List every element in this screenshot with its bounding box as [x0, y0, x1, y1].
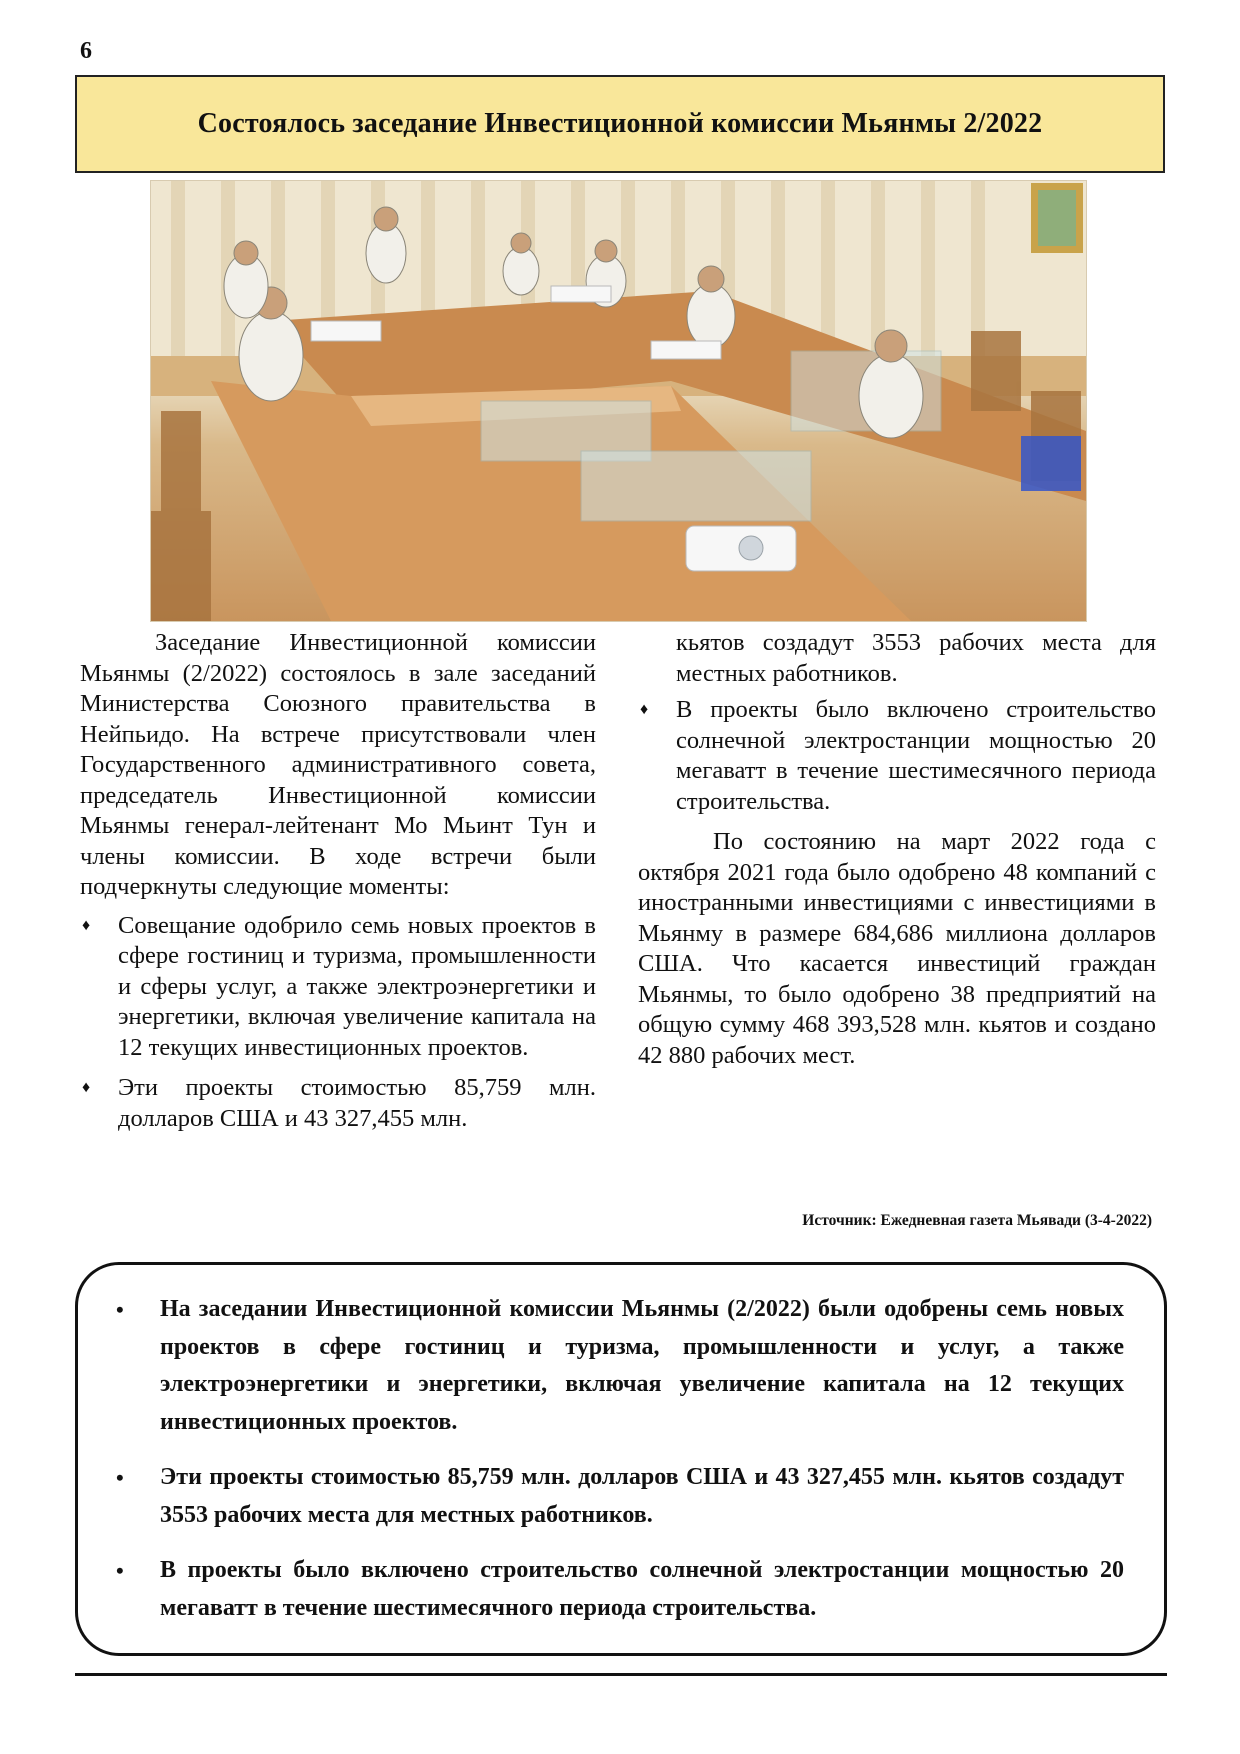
summary-text: В проекты было включено строительство солнечной электростанции мощностью 20 мегаватт в течение шестимесячного периода строительства.	[160, 1557, 1124, 1621]
title-banner	[75, 75, 1165, 173]
page-number: 6	[80, 38, 92, 64]
summary-item	[108, 1552, 1124, 1627]
meeting-photo	[150, 180, 1087, 622]
list-item	[638, 695, 1156, 817]
bullet-text: Совещание одобрило семь новых проектов в сфере гостиниц и туризма, промышленности и сферы услуг, а также электроэнергетики и энергетики, включая увеличение капитала на 12 текущих инвестиционных проектов.	[118, 911, 596, 1061]
article-closing: По состоянию на март 2022 года с октября 2021 года было одобрено 48 компаний с иностранными инвестициями с инвестициями в Мьянму в размере 684,686 миллиона долларов США. Что касается инвестиций граждан Мьянмы, то было одобрено 38 предприятий на общую сумму 468 393,528 млн. кьятов и создано 42 880 рабочих мест.	[638, 828, 1156, 1069]
page-title: Состоялось заседание Инвестиционной комиссии Мьянмы 2/2022	[197, 108, 1043, 139]
diamond-bullet-icon: ♦	[640, 701, 649, 718]
summary-text: На заседании Инвестиционной комиссии Мьянмы (2/2022) были одобрены семь новых проектов в сфере гостиниц и туризма, промышленности и услуг, а также электроэнергетики и энергетики, включая увеличение капитала на 12 текущих инвестиционных проектов.	[160, 1296, 1124, 1435]
article-left-column	[80, 628, 596, 1144]
bullet-dot-icon: •	[116, 1465, 124, 1490]
diamond-bullet-icon: ♦	[82, 916, 91, 934]
summary-list	[108, 1291, 1124, 1627]
bullet-text: В проекты было включено строительство солнечной электростанции мощностью 20 мегаватт в течение шестимесячного периода строительства.	[676, 696, 1156, 815]
bullet-dot-icon: •	[116, 1297, 124, 1322]
summary-item	[108, 1291, 1124, 1441]
bullet-text: кьятов создадут 3553 рабочих места для местных работников.	[676, 629, 1156, 687]
diamond-bullet-icon: ♦	[82, 1079, 91, 1096]
summary-item	[108, 1459, 1124, 1534]
footer-divider	[75, 1673, 1167, 1676]
summary-box	[75, 1262, 1167, 1656]
list-item	[80, 1073, 596, 1134]
bullet-text: Эти проекты стоимостью 85,759 млн. долларов США и 43 327,455 млн.	[118, 1074, 596, 1132]
meeting-photo-illustration	[151, 181, 1086, 621]
article-bullet-list-continued	[638, 628, 1156, 817]
source-note: Источник: Ежедневная газета Мьявади (3-4-2022)	[802, 1212, 1152, 1229]
bullet-dot-icon: •	[116, 1558, 124, 1583]
summary-text: Эти проекты стоимостью 85,759 млн. долларов США и 43 327,455 млн. кьятов создадут 3553 рабочих места для местных работников.	[160, 1464, 1124, 1528]
article-bullet-list	[80, 911, 596, 1135]
list-item-continued	[638, 628, 1156, 689]
article-intro: Заседание Инвестиционной комиссии Мьянмы (2/2022) состоялось в зале заседаний Министерства Союзного правительства в Нейпьидо. На встрече присутствовали член Государственного административного совета, председатель Инвестиционной комиссии Мьянмы генерал-лейтенант Мо Мьинт Тун и члены комиссии. В ходе встречи были подчеркнуты следующие моменты:	[80, 629, 596, 900]
article-right-column	[638, 628, 1156, 1071]
list-item	[80, 911, 596, 1064]
